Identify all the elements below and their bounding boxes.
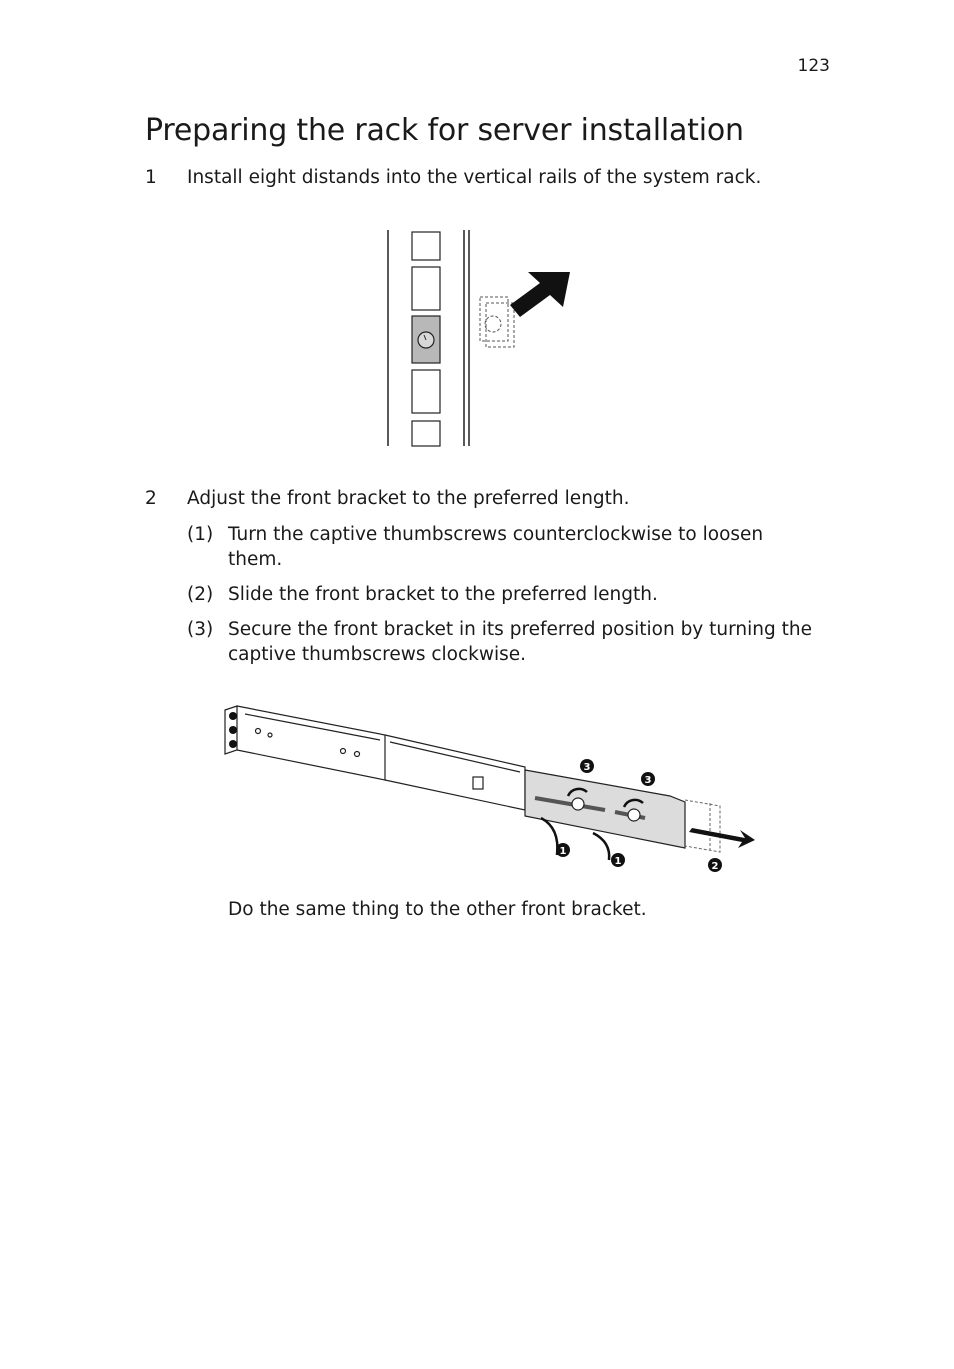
step-text: Adjust the front bracket to the preferred length. <box>187 488 630 509</box>
svg-text:3: 3 <box>644 775 652 786</box>
callout-3a <box>580 759 594 773</box>
substep-number: (2) <box>187 584 214 605</box>
svg-text:3: 3 <box>583 762 591 773</box>
step-text: Install eight distands into the vertical rails of the system rack. <box>187 167 762 188</box>
callout-1b <box>611 853 625 867</box>
substep-number: (3) <box>187 619 214 640</box>
rack-rail-illustration <box>380 225 580 450</box>
substep-text: Slide the front bracket to the preferred length. <box>228 584 658 605</box>
note-text: Do the same thing to the other front bracket. <box>228 899 647 920</box>
svg-text:1: 1 <box>614 856 622 867</box>
step-number: 2 <box>145 488 157 509</box>
callout-1a <box>556 843 570 857</box>
distand-outline <box>480 297 514 347</box>
step-number: 1 <box>145 167 157 188</box>
svg-text:2: 2 <box>711 861 719 872</box>
svg-text:1: 1 <box>559 846 567 857</box>
insert-arrow-icon <box>510 272 570 317</box>
substep-text: Secure the front bracket in its preferred position by turning the captive thumbscrews clockwise. <box>228 619 812 665</box>
slide-arrow-icon <box>689 828 755 848</box>
page-title: Preparing the rack for server installation <box>145 113 744 148</box>
callout-2 <box>708 858 722 872</box>
page-number: 123 <box>797 56 830 76</box>
substep-text: Turn the captive thumbscrews counterclockwise to loosen them. <box>228 524 764 570</box>
substep-number: (1) <box>187 524 214 545</box>
callout-3b <box>641 772 655 786</box>
front-bracket-illustration <box>215 700 760 880</box>
